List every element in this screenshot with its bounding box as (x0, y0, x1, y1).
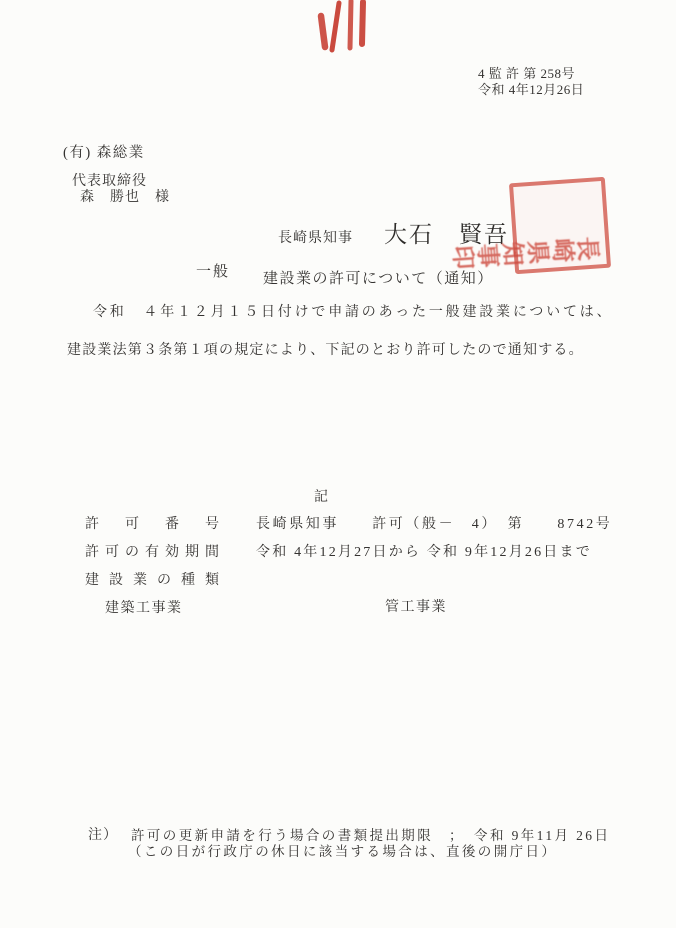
document-title: 建設業の許可について（通知） (263, 271, 494, 287)
official-seal (449, 177, 611, 274)
document-header (478, 66, 584, 98)
recipient-name: 森 勝也 様 (80, 190, 170, 205)
recipient-company: (有) 森総業 (63, 145, 145, 161)
recipient-title: 代表取締役 (72, 174, 147, 189)
issuer-name: 大石 賢吾 (384, 222, 509, 247)
body-paragraph-line2: 建設業法第３条第１項の規定により、下記のとおり許可したので通知する。 (67, 343, 584, 358)
detail-row-validity-period (85, 541, 219, 561)
detail-row-permit-number (85, 513, 219, 533)
business-type-plumbing: 管工事業 (385, 600, 447, 615)
details-heading: 記 (314, 490, 328, 505)
detail-label-business-types: 建設業の種類 (85, 573, 219, 588)
detail-value-validity-period: 令和 4年12月27日から 令和 9年12月26日まで (256, 545, 592, 560)
seal-column-left: 知事印 (449, 235, 527, 268)
seal-column-right: 長崎県 (524, 230, 602, 262)
detail-label-permit-number: 許可番号 (85, 517, 219, 532)
document-number: 4 監 許 第 258号 (478, 66, 576, 81)
detail-row-business-types (85, 569, 219, 589)
note-line2: （この日が行政庁の休日に該当する場合は、直後の開庁日） (128, 844, 558, 859)
business-type-architecture: 建築工事業 (105, 601, 183, 616)
red-handwritten-mark (312, 0, 372, 54)
detail-value-permit-number: 長崎県知事 許可（般－ 4） 第 8742号 (256, 517, 613, 532)
permit-class-label: 一般 (196, 264, 231, 280)
official-seal-text (449, 183, 602, 268)
body-paragraph-line1: 令和 ４年１２月１５日付けで申請のあった一般建設業については、 (93, 305, 614, 320)
issuer-office: 長崎県知事 (278, 231, 353, 246)
note-line1: 許可の更新申請を行う場合の書類提出期限 ； 令和 9年11月 26日 (131, 828, 611, 843)
document-date: 令和 4年12月26日 (478, 82, 585, 97)
note-prefix: 注） (88, 828, 118, 843)
detail-label-validity-period: 許可の有効期間 (85, 545, 219, 560)
